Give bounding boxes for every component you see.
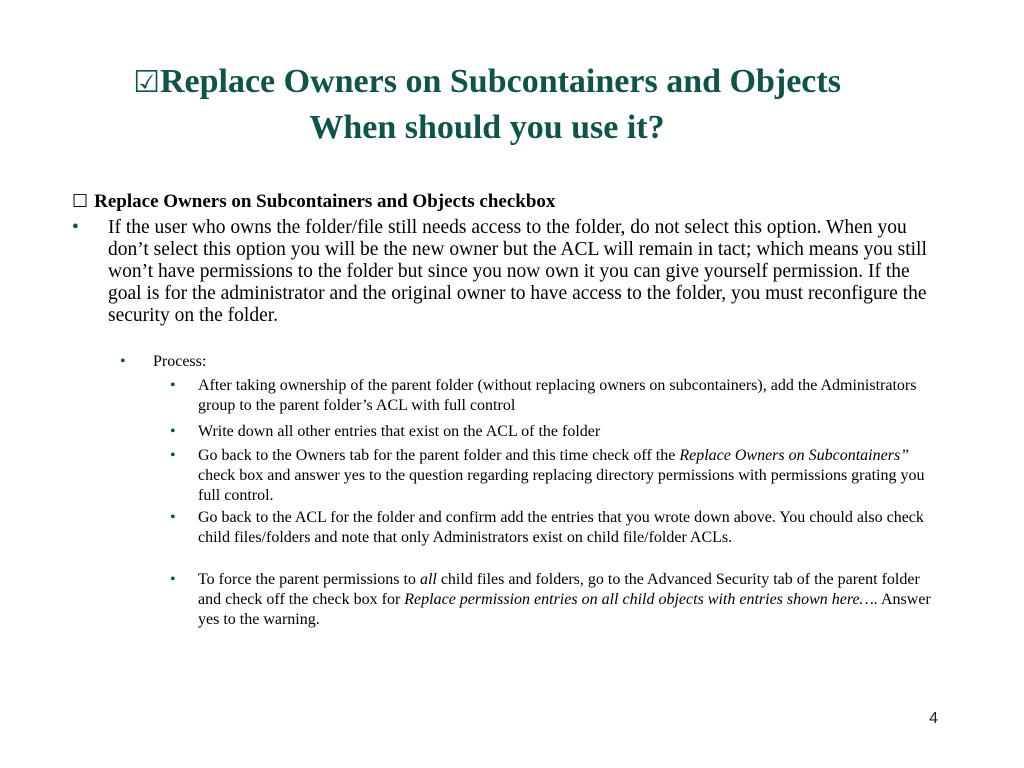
emphasized-text: Replace Owners on Subcontainers”: [679, 447, 910, 464]
process-step-text: [198, 422, 935, 442]
slide-title-line2: When should you use it?: [309, 109, 665, 146]
section-heading: [72, 190, 555, 214]
process-step-text: [198, 570, 935, 630]
process-step: [170, 570, 935, 630]
step-text-segment: After taking ownership of the parent folder (without replacing owners on subcontainers), add the Administrators group to the parent folder’s ACL with full control: [198, 377, 917, 414]
step-text-segment: Go back to the Owners tab for the parent folder and this time check off the: [198, 447, 680, 464]
process-item: [120, 352, 206, 372]
step-text-segment: Go back to the ACL for the folder and confirm add the entries that you wrote down above. You chould also check child files/folders and note that only Administrators exist on child file/folder ACLs.: [198, 509, 924, 546]
process-step: [170, 508, 935, 548]
title-text: Replace Owners on Subcontainers and Objects: [159, 63, 841, 100]
process-step-text: [198, 376, 935, 416]
bullet-icon: •: [72, 217, 79, 238]
bullet-icon: •: [170, 447, 176, 464]
heading-text: Replace Owners on Subcontainers and Objects checkbox: [94, 191, 556, 212]
step-text-segment: Answer yes to the warning.: [198, 591, 931, 628]
step-text-segment: check box and answer yes to the question regarding replacing directory permissions with permissions grating you full control.: [198, 467, 925, 504]
step-text-segment: To force the parent permissions to: [198, 571, 420, 588]
process-step-text: [198, 508, 935, 548]
bullet-icon: •: [170, 509, 176, 526]
bullet-icon: •: [170, 423, 176, 440]
process-step: [170, 422, 935, 442]
emphasized-text: Replace permission entries on all child objects with entries shown here….: [404, 591, 878, 608]
process-step: [170, 376, 935, 416]
main-bullet-item: [72, 217, 932, 327]
emphasized-text: all: [419, 571, 437, 588]
slide-title-line1: [0, 60, 999, 105]
step-text-segment: child files and folders, go to the Advanced Security tab of the parent folder and check off the check box for: [198, 571, 920, 608]
process-label: Process:: [153, 353, 207, 370]
step-text-segment: Write down all other entries that exist on the ACL of the folder: [198, 423, 601, 440]
bullet-icon: •: [170, 571, 176, 588]
page-number: 4: [929, 710, 938, 727]
main-bullet-text: If the user who owns the folder/file still needs access to the folder, do not select this option. When you don’t select this option you will be the new owner but the ACL will remain in tact; which means you still won’t have permissions to the folder but since you now own it you can give yourself permission. If the goal is for the administrator and the original owner to have access to the folder, you must reconfigure the security on the folder.: [108, 217, 927, 326]
process-step-text: [198, 446, 935, 506]
process-step: [170, 446, 935, 506]
unchecked-box-icon: ☐: [72, 191, 89, 212]
bullet-icon: •: [170, 377, 176, 394]
bullet-icon: •: [120, 353, 126, 370]
checked-box-icon: ☑: [133, 65, 160, 100]
